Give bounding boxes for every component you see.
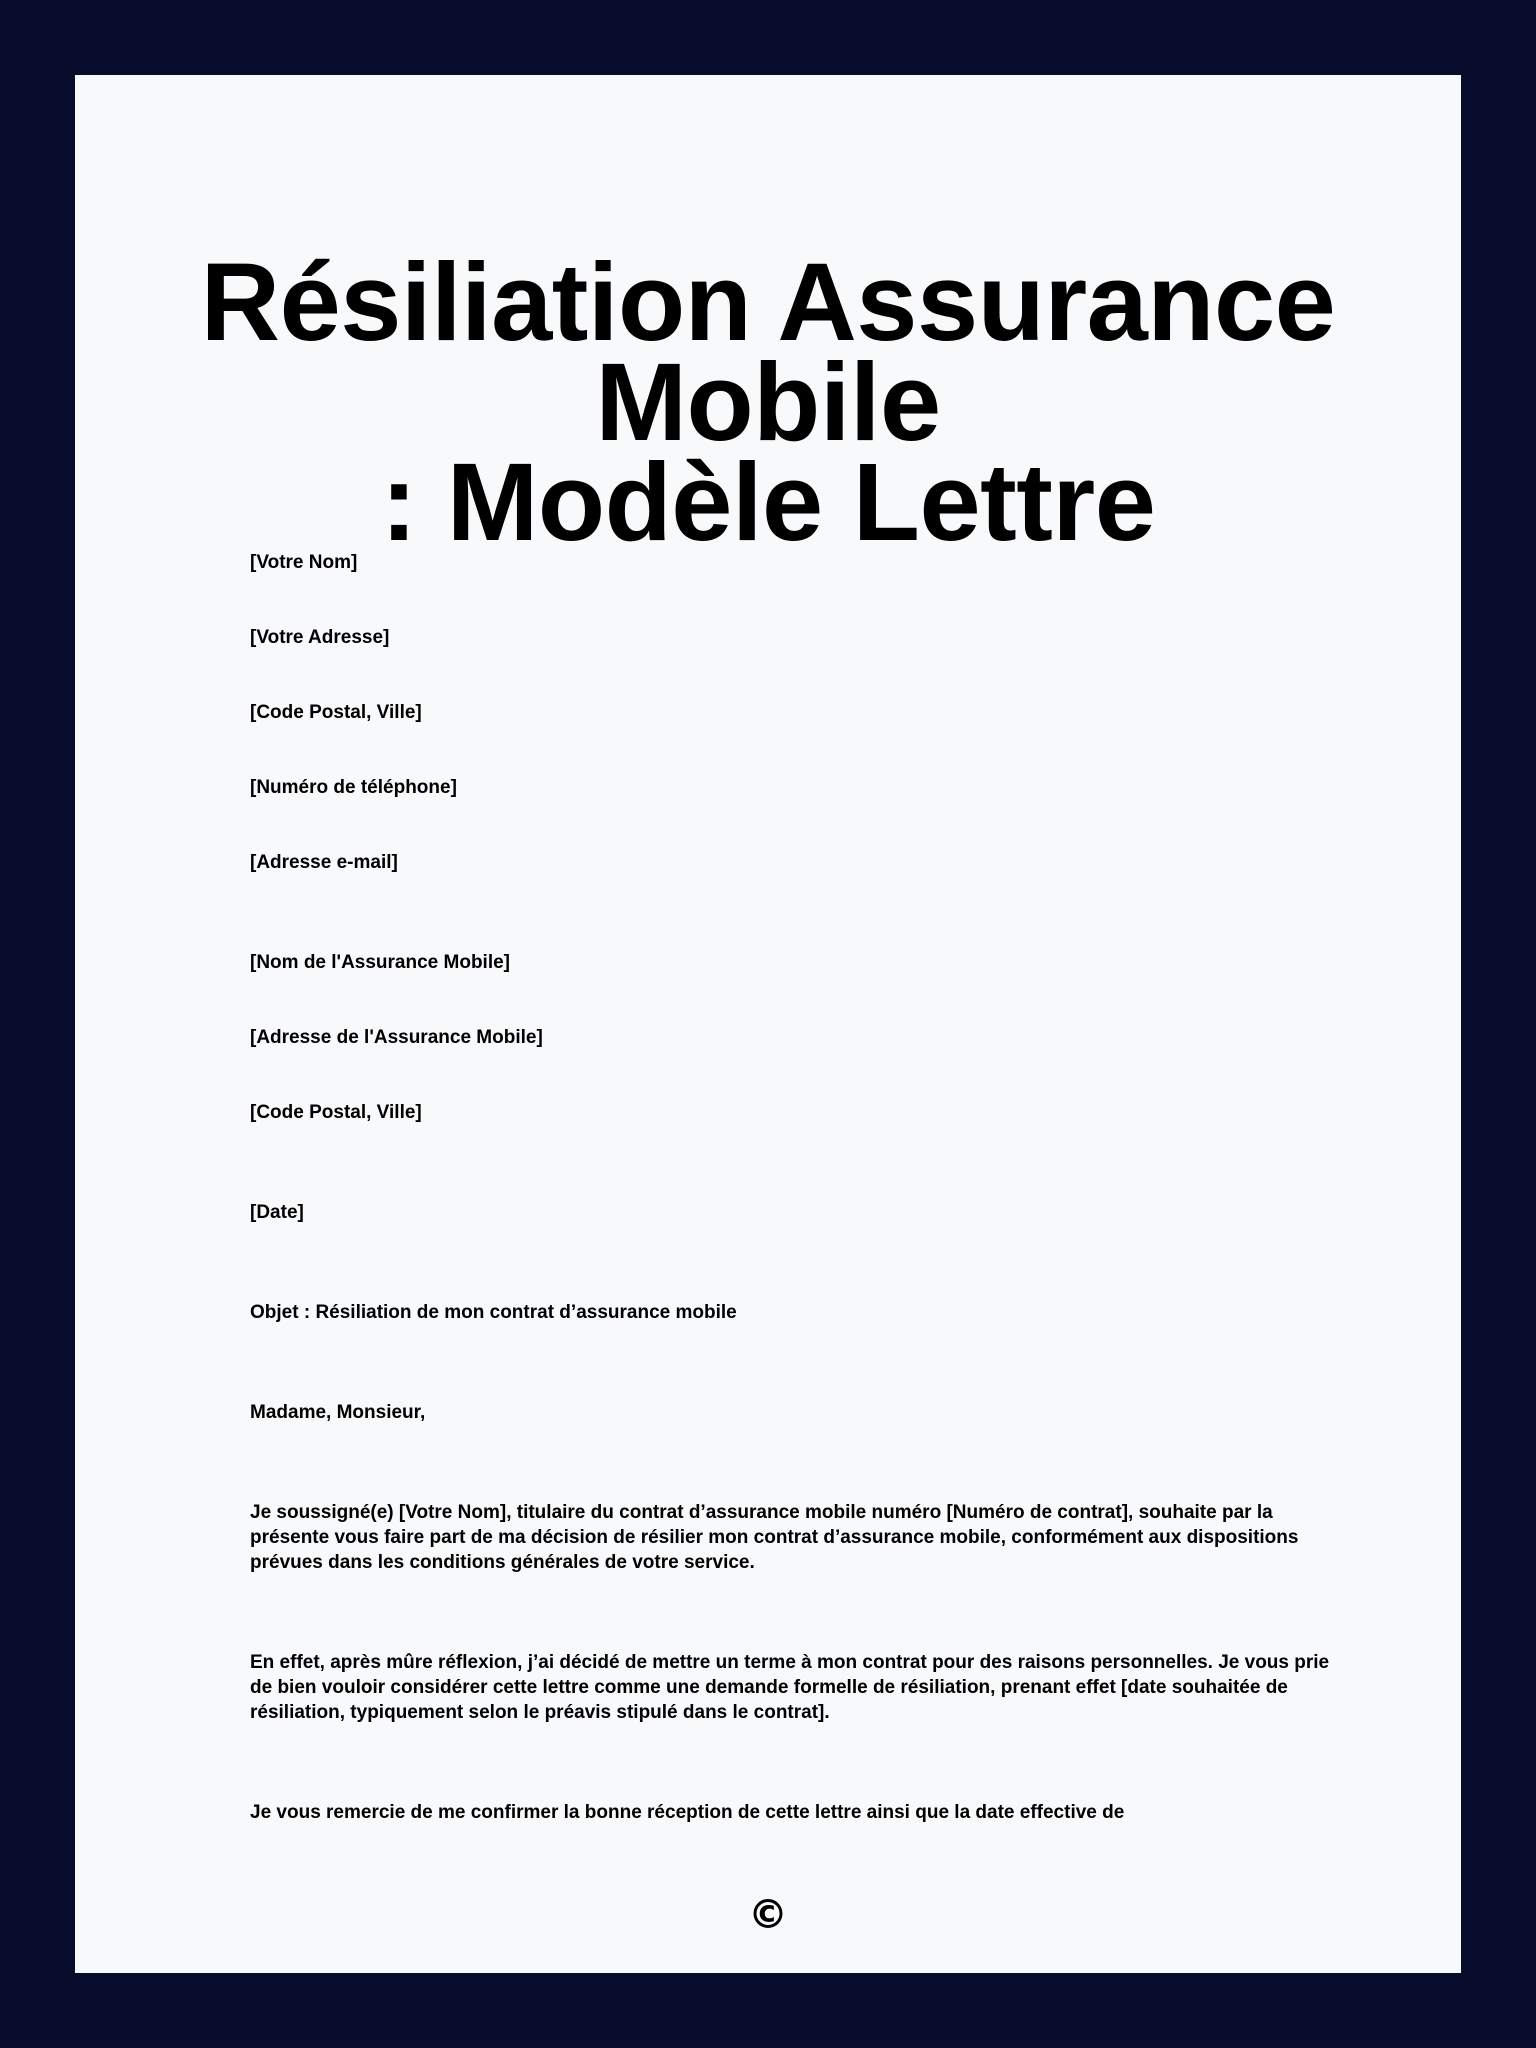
sender-name: [Votre Nom]: [250, 552, 358, 573]
title-line-2: : Modèle Lettre: [380, 441, 1156, 564]
sender-postal-city: [Code Postal, Ville]: [250, 702, 422, 723]
title-line-1: Résiliation Assurance Mobile: [200, 241, 1336, 464]
copyright-icon: ©: [748, 1892, 788, 1938]
sender-phone: [Numéro de téléphone]: [250, 777, 457, 798]
recipient-address: [Adresse de l'Assurance Mobile]: [250, 1027, 543, 1048]
recipient-name: [Nom de l'Assurance Mobile]: [250, 952, 511, 973]
letter-paragraph-2: En effet, après mûre réflexion, j’ai décidé de mettre un terme à mon contrat pour des raisons personnelles. Je vous prie de bien vouloir considérer cette lettre comme une demande formelle de résiliation, prenant effet [date souhaitée de résiliation, typiquement selon le préavis stipulé dans le contrat].: [250, 1652, 1330, 1723]
letter-page: [75, 75, 1461, 1973]
letter-paragraph-1: Je soussigné(e) [Votre Nom], titulaire du contrat d’assurance mobile numéro [Numéro de contrat], souhaite par la présente vous faire part de ma décision de résilier mon contrat d’assurance mobile, conformément aux dispositions prévues dans les conditions générales de votre service.: [250, 1502, 1299, 1573]
letter-paragraph-3: Je vous remercie de me confirmer la bonne réception de cette lettre ainsi que la date effective de: [250, 1802, 1125, 1823]
sender-email: [Adresse e-mail]: [250, 852, 398, 873]
letter-subject: Objet : Résiliation de mon contrat d’assurance mobile: [250, 1302, 737, 1323]
sender-address: [Votre Adresse]: [250, 627, 390, 648]
recipient-postal-city: [Code Postal, Ville]: [250, 1102, 422, 1123]
letter-date: [Date]: [250, 1202, 304, 1223]
letter-salutation: Madame, Monsieur,: [250, 1402, 426, 1423]
